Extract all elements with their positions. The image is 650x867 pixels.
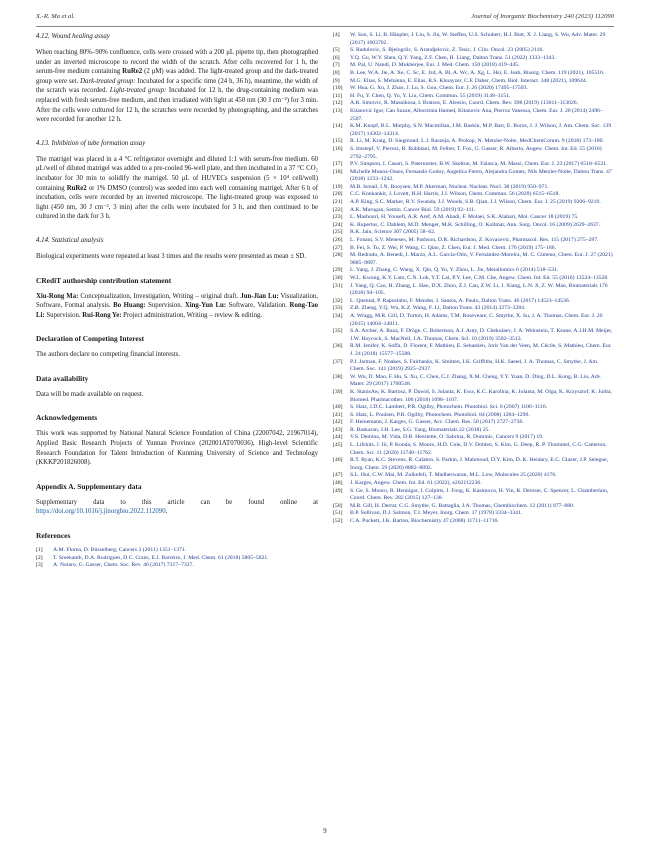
reference-number: [32] xyxy=(333,297,343,304)
reference-text[interactable]: Michelle Munoz-Osses, Fernando Godoy, Angelica Fierro, Alejandra Gomez, Nils Metzler-Nolte, Dalton Trans. 47 (2018) 1233–1242. xyxy=(350,168,612,183)
reference-text[interactable]: M. Pal, U. Nandi, D. Mukherjee, Eur. J. Med. Chem. 150 (2018) 419–445. xyxy=(350,62,520,69)
section-4-13-title: 4.13. Inhibition of tube formation assay xyxy=(36,139,146,147)
reference-item[interactable] xyxy=(333,191,614,199)
reference-number: [3] xyxy=(36,562,43,569)
credit-body: Xiu-Rong Ma: Conceptualization, Investigation, Writing – original draft. Jun-Jian Lu: Visualization, Software, Formal analysis. Bo Huang: Supervision. Xing-Yun Lu: Software, Validation. Rong-Tao Li: Supervision. Rui-Rong Ye: Project administration, Writing – review & editing. xyxy=(36,292,319,319)
reference-number: [47] xyxy=(333,472,343,479)
reference-number: [11] xyxy=(333,92,343,99)
supplementary-link[interactable]: https://doi.org/10.1016/j.jinorgbio.2022.112090 xyxy=(36,508,166,516)
reference-item[interactable] xyxy=(333,275,614,283)
reference-text[interactable]: S. Imstepf, V. Pierroz, R. Rubbiani, M. Felber, T. Fox, G. Gasser, R. Alberto, Angew. Chem. Int. Ed. 55 (2016) 2792–2795. xyxy=(350,145,602,160)
section-4-14-title: 4.14. Statistical analysis xyxy=(36,236,104,244)
reference-number: [35] xyxy=(333,328,343,335)
reference-text[interactable]: H. Fu, Y. Chen, Q. Yu, Y. Liu, Chem. Commun. 55 (2019) 3148–3151. xyxy=(350,92,511,99)
reference-text[interactable]: L. Yang, J. Zhang, C. Wang, X. Qin, Q. Yu, Y. Zhou, L. Jie, Metallomics 6 (2014) 518–531. xyxy=(350,267,559,274)
reference-number: [33] xyxy=(333,305,343,312)
reference-number: [18] xyxy=(333,168,343,175)
acknowledgements-body: This work was supported by National Natural Science Foundation of China (22007042, 21967014), Applied Basic Research Projects of Yunnan Province (202001AT070036), High-level Scientific Research Foundation for Talent Introduction of Kunming University of Science and Technology (KKKP201826008). xyxy=(36,430,318,467)
reference-number: [22] xyxy=(333,206,343,213)
reference-number: [2] xyxy=(36,554,43,561)
reference-text[interactable]: R.T. Ryan, K.C. Stevens, R. Calabro, S. Parkin, J. Mahmoud, D.Y. Kim, D. K. Heidary, E.C. Glazer, J.P. Selegue, Inorg. Chem. 59 (2020) 8882–8892. xyxy=(350,457,609,471)
reference-item[interactable] xyxy=(333,343,614,358)
reference-item[interactable] xyxy=(333,374,614,389)
reference-number: [45] xyxy=(333,442,343,449)
reference-number: [9] xyxy=(333,77,340,84)
reference-number: [52] xyxy=(333,518,343,524)
reference-text[interactable]: A. Notaro, G. Gasser, Chem. Soc. Rev. 46 (2017) 7317–7337. xyxy=(53,562,194,569)
reference-item[interactable] xyxy=(36,562,318,570)
reference-item[interactable] xyxy=(333,108,614,123)
appendix-title: Appendix A. Supplementary data xyxy=(36,481,142,491)
reference-number: [40] xyxy=(333,404,343,411)
page-number: 9 xyxy=(323,828,327,835)
reference-text[interactable]: L. Quental, P. Raposinho, F. Mendes, I. Santos, A. Paulo, Dalton Trans. 46 (2017) 14523–14536. xyxy=(350,297,571,304)
reference-number: [23] xyxy=(333,214,343,221)
reference-item[interactable] xyxy=(333,283,614,298)
reference-number: [13] xyxy=(333,107,343,114)
references-title: References xyxy=(36,531,71,541)
reference-text[interactable]: P.J. Jarman, F. Noakes, S. Fairbanks, K. Smitten, I.K. Griffiths, H.K. Saeed, J. A. Thomas, C. Smythe, J. Am. Chem. Soc. 141 (2019) 2925–2937. xyxy=(350,358,599,373)
credit-title: CRediT authorship contribution statement xyxy=(36,275,172,285)
left-column xyxy=(36,32,318,570)
reference-number: [43] xyxy=(333,426,343,433)
reference-text[interactable]: S. Radulovic, S. Bjelogrlic, S. Arandjelovic, Z. Tesic, J. Clin. Oncol. 23 (2005) 2116. xyxy=(350,47,544,54)
reference-number: [34] xyxy=(333,312,343,319)
reference-text[interactable]: W. Sun, S. Li, B. Häupler, J. Liu, S. Jin, W. Steffen, U.S. Schubert, H.J. Butt, X. J. Liang, S. Wu, Adv. Mater. 29 (2017) 1603702. xyxy=(350,32,606,46)
reference-item[interactable] xyxy=(333,457,614,472)
reference-item[interactable] xyxy=(333,472,614,480)
reference-number: [12] xyxy=(333,100,343,107)
reference-text[interactable]: C.A. Puckett, J.K. Barton, Biochemistry 47 (2008) 11711–11716. xyxy=(350,518,499,524)
reference-number: [36] xyxy=(333,343,343,350)
reference-item[interactable] xyxy=(333,32,614,47)
reference-text[interactable]: T. Sreekanth, D.A. Rodrigues, D.C. Crans, E.J. Barreiro, J. Med. Chem. 61 (2018) 5805–5821. xyxy=(53,554,269,561)
competing-interest-body: The authors declare no competing financial interests. xyxy=(36,351,181,359)
appendix-body: Supplementary data to this article can be found online at https://doi.org/10.1016/j.jinorgbio.2022.112090. xyxy=(36,498,318,516)
reference-text[interactable]: R.M. Jenifer, K. Soffa, D. Florent, F. Mathieu, E. Sebastien, Joris Van der Veen, M. Cécile, S. Mathieu, Chem. Eur. J. 24 (2018) 15577–15588. xyxy=(350,343,612,357)
reference-item[interactable] xyxy=(333,199,614,207)
reference-text[interactable]: R. Li, M. Kraig, D. Siegmund, L.J. Raszeja, A. Prokop, N. Metzler-Nolte, MedChemComm. 9 (2018) 173–180. xyxy=(350,138,604,145)
reference-number: [49] xyxy=(333,487,343,494)
reference-item[interactable] xyxy=(333,434,614,442)
reference-item[interactable] xyxy=(333,169,614,184)
reference-number: [29] xyxy=(333,267,343,274)
reference-item[interactable] xyxy=(333,313,614,328)
reference-text[interactable]: M.G. Elias, S. Mehanna, E. Elias, R.S. Khnayzer, C.F. Daher, Chem. Biol. Interact. 348 (2021), 109644. xyxy=(350,77,588,84)
data-availability-title: Data availability xyxy=(36,373,89,383)
reference-text[interactable]: K. Rupertus, C. Dahlem, M.D. Menger, M.K. Schilling, O. Kollmar, Ann. Surg. Oncol. 16 (2009) 2629–2637. xyxy=(350,221,601,228)
reference-number: [38] xyxy=(333,373,343,380)
acknowledgements-title: Acknowledgements xyxy=(36,413,98,423)
reference-item[interactable] xyxy=(333,510,614,518)
reference-text[interactable]: W. Hua, G. Xu, J. Zhao, J. Lu, S. Gou, Chem. Eur. J. 26 (2020) 17495–17503. xyxy=(350,85,528,92)
reference-number: [46] xyxy=(333,457,343,464)
reference-number: [39] xyxy=(333,388,343,395)
reference-text[interactable]: A.M. Florea, D. Büsselberg, Cancers 3 (2011) 1351–1371. xyxy=(53,547,187,554)
reference-text[interactable]: Z.B. Zheng, Y.Q. Wu, K.Z. Wang, F. Li, Dalton Trans. 43 (2014) 3273–3284. xyxy=(350,305,526,312)
reference-number: [27] xyxy=(333,244,343,251)
reference-text[interactable]: C.C. Konkankit, J. Lovett, H.H. Harris, J.J. Wilson, Chem. Commun. 56 (2020) 6515–6518. xyxy=(350,191,560,198)
reference-text[interactable]: A.K. Murugan, Semin. Cancer Biol. 59 (2019) 92–111. xyxy=(350,206,476,213)
reference-text[interactable]: K.M. Knopf, B.L. Murphy, S.N. Macmillan, J.M. Baskin, M.P. Barr, E. Boros, J. J. Wilson, J. Am. Chem. Soc. 139 (2017) 14302–14314. xyxy=(350,123,612,137)
reference-text[interactable]: M. Redrado, A. Benedi, I. Marzo, A.L. García-Otín, V. Fernández-Moreira, M. C. Gimeno, Chem. Eur. J. 27 (2021) 9885–9897. xyxy=(350,252,613,266)
reference-item[interactable] xyxy=(333,47,614,55)
reference-item[interactable] xyxy=(333,518,614,526)
reference-list-right xyxy=(333,32,614,526)
reference-number: [14] xyxy=(333,123,343,130)
reference-text[interactable]: P.V. Simpson, I. Casari, S. Paternoster, B.W. Skelton, M. Falasca, M. Massi, Chem. Eur. J. 23 (2017) 6518–6521. xyxy=(350,161,608,168)
reference-number: [20] xyxy=(333,191,343,198)
reference-item[interactable] xyxy=(333,488,614,503)
reference-text[interactable]: B.P. Sullivan, D.J. Salmon, T.J. Meyer, Inorg. Chem. 17 (1978) 3334–3341. xyxy=(350,510,523,517)
reference-number: [8] xyxy=(333,69,340,76)
reference-text[interactable]: L. Lifshits, J. Iii, P. Konda, S. Monro, H.D. Cole, D.V. Dohlen, S. Kim, G. Deep, R. P. Thummel, C.G. Cameron, Chem. Sci. 11 (2020) 11740–11762. xyxy=(350,442,607,456)
right-column xyxy=(333,32,614,526)
reference-item[interactable] xyxy=(333,442,614,457)
reference-text[interactable]: A. Wragg, M.R. Gill, D. Turton, H. Adams, T.M. Roseveare, C. Smythe, X. Su, J. A. Thomas, Chem. Eur. J. 20 (2015) 14004–14011. xyxy=(350,312,603,327)
reference-number: [44] xyxy=(333,434,343,441)
reference-item[interactable] xyxy=(333,70,614,78)
reference-text[interactable]: S. Hatz, L. Poulsen, P.R. Ogilby, Photochem. Photobiol. 84 (2008) 1284–1290. xyxy=(350,411,530,418)
reference-number: [10] xyxy=(333,85,343,92)
reference-number: [16] xyxy=(333,145,343,152)
reference-item[interactable] xyxy=(36,547,318,555)
reference-text[interactable]: R.K. Jain, Science 307 (2005) 58–62. xyxy=(350,229,436,236)
reference-number: [5] xyxy=(333,47,340,54)
reference-item[interactable] xyxy=(333,123,614,138)
reference-number: [25] xyxy=(333,229,343,236)
reference-text[interactable]: M.B. Ismail, I.N. Booysen, M.P. Akerman, Nuclear. Nuclear. Nucl. 38 (2019) 950–971. xyxy=(350,183,549,190)
reference-item[interactable] xyxy=(333,85,614,93)
reference-list-left xyxy=(36,547,318,570)
reference-item[interactable] xyxy=(333,138,614,146)
reference-text[interactable]: S.L. Hui, C.W. Mai, M. Zulkefeli, T. Madheswaran, M.L. Low, Molecules 25 (2020) 4176. xyxy=(350,472,557,479)
reference-number: [19] xyxy=(333,183,343,190)
reference-text[interactable]: S. Ge, S. Monro, R. Hennigar, J. Colpitts, J. Fong, K. Kasimova, H. Yin, R. Deroste, C. Spencer, L. Chamberlain, Coord. Chem. Rev. 282 (2015) 127–138. xyxy=(350,487,609,502)
reference-item[interactable] xyxy=(333,359,614,374)
reference-number: [42] xyxy=(333,419,343,426)
reference-item[interactable] xyxy=(333,404,614,412)
reference-text[interactable]: W.L. Kwong, K.Y. Lam, C.N. Lok, Y.T. Lai, P.Y. Lee, C.M. Che, Angew. Chem. Int. Ed. 55 (2016) 13524–13528. xyxy=(350,275,609,281)
section-4-14-body: Biological experiments were repeated at least 3 times and the results were presented as mean ± SD. xyxy=(36,252,307,260)
reference-text[interactable]: M.R. Gill, H. Derrat, C.G. Smythe, G. Battaglia, J.A. Thomas, Chembiochem. 12 (2011) 877–880. xyxy=(350,502,575,509)
reference-text[interactable]: L. Fonani, S.V. Meneses, M. Pashson, D.R. Richardson, Z. Kovacevic, Pharmacol. Res. 115 (2017) 275–287. xyxy=(350,237,599,244)
reference-item[interactable] xyxy=(333,267,614,275)
reference-number: [31] xyxy=(333,282,343,289)
reference-text[interactable]: S. Hatz, J.D.C. Lambert, P.R. Ogilby, Photochem. Photobiol. Sci. 6 (2007) 1106–1116. xyxy=(350,404,548,411)
reference-text[interactable]: K. StanisAw, K. Bartosz, P. Dawid, S. Jolanta, K. Ewa, K.C. Karolina, K. Jolanta, M. Olga, K. Krzysztof, K. Julita, Biomed. Pharmacother. 106 (2018) 1098–1107. xyxy=(350,388,612,403)
header-rule xyxy=(36,26,614,27)
reference-text[interactable]: A.R. Simovic, R. Masnikosa, I. Bratsos, E. Alessio, Coord. Chem. Rev. 398 (2019) 113011–113026. xyxy=(350,100,579,107)
reference-text[interactable]: W. Wu, D. Mao, F. Hu, S. Xu, C. Chen, C.J. Zhang, X.M. Cheng, Y.Y. Yuan, D. Ding, D.L. Kong, B. Liu, Adv. Mater. 29 (2017) 1700548. xyxy=(350,373,602,388)
reference-number: [26] xyxy=(333,237,343,244)
reference-item[interactable] xyxy=(333,389,614,404)
reference-item[interactable] xyxy=(333,480,614,488)
reference-number: [37] xyxy=(333,358,343,365)
reference-number: [4] xyxy=(333,32,340,38)
reference-number: [15] xyxy=(333,138,343,145)
reference-number: [7] xyxy=(333,62,340,69)
reference-item[interactable] xyxy=(333,305,614,313)
reference-number: [17] xyxy=(333,161,343,168)
header-journal: Journal of Inorganic Biochemistry 240 (2023) 112090 xyxy=(471,13,614,20)
reference-number: [24] xyxy=(333,221,343,228)
reference-text[interactable]: R. Baskaran, J.H. Lee, S.G. Yang, Biomaterials 22 (2018) 25. xyxy=(350,426,490,433)
section-4-13-body: The matrigel was placed in a 4 °C refrigerator overnight and diluted 1:1 with serum-free medium. 60 μL/well of diluted matrigel was added to a pre-cooled 96-well plate, and then incubated in a 37 °C CO₂ incubator for 30 min to solidify the matrigel. 50 μL of HUVECs suspension (5 × 10⁴ cell/well) containing RuRe2 or 1% DMSO (control) was seeded into each well containing matrigel. After 6 h of incubation, cells were recorded by an inverted microscope. The light-treated group was exposed to light (450 nm, 30 J cm⁻², 3 min) after the cells were incubated for 3 h, and then continued to be cultured in the dark for 3 h. xyxy=(36,155,318,221)
reference-text[interactable]: B. Lee, W.A. Jie, A. Xe, C. Sc, E. Jzd, A. Bl, A. Wc, A. Xg, L. Hsi, E. Jeab, Bioorg. Chem. 119 (2021), 105516. xyxy=(350,69,605,76)
reference-item[interactable] xyxy=(333,146,614,161)
reference-item[interactable] xyxy=(333,161,614,169)
reference-item[interactable] xyxy=(333,252,614,267)
reference-number: [50] xyxy=(333,502,343,509)
running-header xyxy=(36,13,614,25)
section-4-12-title: 4.12. Wound healing assay xyxy=(36,33,110,40)
competing-interest-title: Declaration of Competing Interest xyxy=(36,334,145,344)
reference-text[interactable]: V.S. Demina, M. Vida, D.B. Henriette, O. Sabrina, R. Dominic, Cancers 9 (2017) 19. xyxy=(350,434,544,441)
reference-item[interactable] xyxy=(333,214,614,222)
reference-item[interactable] xyxy=(333,62,614,70)
reference-text[interactable]: Kitanovic Igor, Can Suzan, Alborzinia Hamed, Kitanovic Ana, Pierroz Vanessa, Chem. Eur. J. 20 (2014) 2496–2507. xyxy=(350,107,603,122)
reference-item[interactable] xyxy=(333,419,614,427)
reference-text[interactable]: S.A. Archer, A. Raza, F. Dröge, C. Robertson, A.J. Auty, D. Chekulaev, J. A. Weinstein, T. Keane, A.J.H.M. Meijer, J.W. Haycock, S. MacNeil, J.A. Thomas, Chem. Sci. 10 (2019) 3502–3513. xyxy=(350,328,613,342)
reference-item[interactable] xyxy=(333,229,614,237)
header-authors: X.-R. Ma et al. xyxy=(36,13,75,20)
reference-text[interactable]: J. Karges, Angew. Chem. Int. Ed. 61 (2022), e202112236. xyxy=(350,480,482,487)
reference-item[interactable] xyxy=(333,237,614,245)
reference-text[interactable]: B. Fei, S. Tu, Z. Wei, P. Wang, C. Qiao, Z. Chen, Eur. J. Med. Chem. 176 (2019) 175–186. xyxy=(350,244,556,251)
reference-text[interactable]: Y.Q. Gu, W.Y. Shen, Q.Y. Yang, Z.F. Chen, H. Liang, Dalton Trans. 51 (2022) 1333–1343. xyxy=(350,54,556,61)
reference-text[interactable]: F. Heinemann, J. Karges, G. Gasser, Acc. Chem. Res. 50 (2017) 2727–2736. xyxy=(350,419,524,426)
reference-number: [6] xyxy=(333,54,340,61)
reference-number: [51] xyxy=(333,510,343,517)
data-availability-body: Data will be made available on request. xyxy=(36,390,144,398)
reference-number: [48] xyxy=(333,480,343,487)
reference-item[interactable] xyxy=(333,328,614,343)
reference-text[interactable]: L. Mashouri, H. Yousefi, A.R. Aref, A.M. Ahadi, F. Molaei, S.K. Alahari, Mol. Cancer 18 (2019) 75. xyxy=(350,214,579,221)
reference-text[interactable]: J. Yang, Q. Cao, H. Zhang, L. Hao, D.X. Zhou, Z.J. Can, Z.W. Li, J. Xiang, L.N. Ji, Z. W. Mao, Biomaterials 176 (2018) 94–105. xyxy=(350,282,608,297)
section-4-12-body: When reaching 80%–90% confluence, cells were crossed with a 200 μL pipette tip, then photographed under an inverted microscope to record the width of the scratch. After cells recovered for 1 h, the serum-free medium containing RuRe2 (2 μM) was added. The light-treated group and the dark-treated group were set. Dark-treated group: Incubated for a specific time (24 h, 36 h), meantime, the width of the scratch was recorded. Light-treated group: Incubated for 12 h, the drug-containing medium was replaced with fresh serum-free medium, and then irradiated with light at 450 nm (30 J cm⁻²) for 3 min. After the cells were cultured for 12 h, the scratches were recorded by photographing, and the scratches were recorded for another 12 h. xyxy=(36,49,318,124)
reference-number: [41] xyxy=(333,411,343,418)
reference-number: [30] xyxy=(333,275,343,281)
reference-number: [28] xyxy=(333,252,343,259)
reference-number: [1] xyxy=(36,547,43,554)
reference-number: [21] xyxy=(333,199,343,206)
reference-text[interactable]: A.P. King, S.C. Marker, R.V. Swanda, J.J. Woods, S.B. Qian, J.J. Wilson, Chem. Eur. J. 25 (2019) 9206–9210. xyxy=(350,199,601,206)
reference-item[interactable] xyxy=(333,100,614,108)
